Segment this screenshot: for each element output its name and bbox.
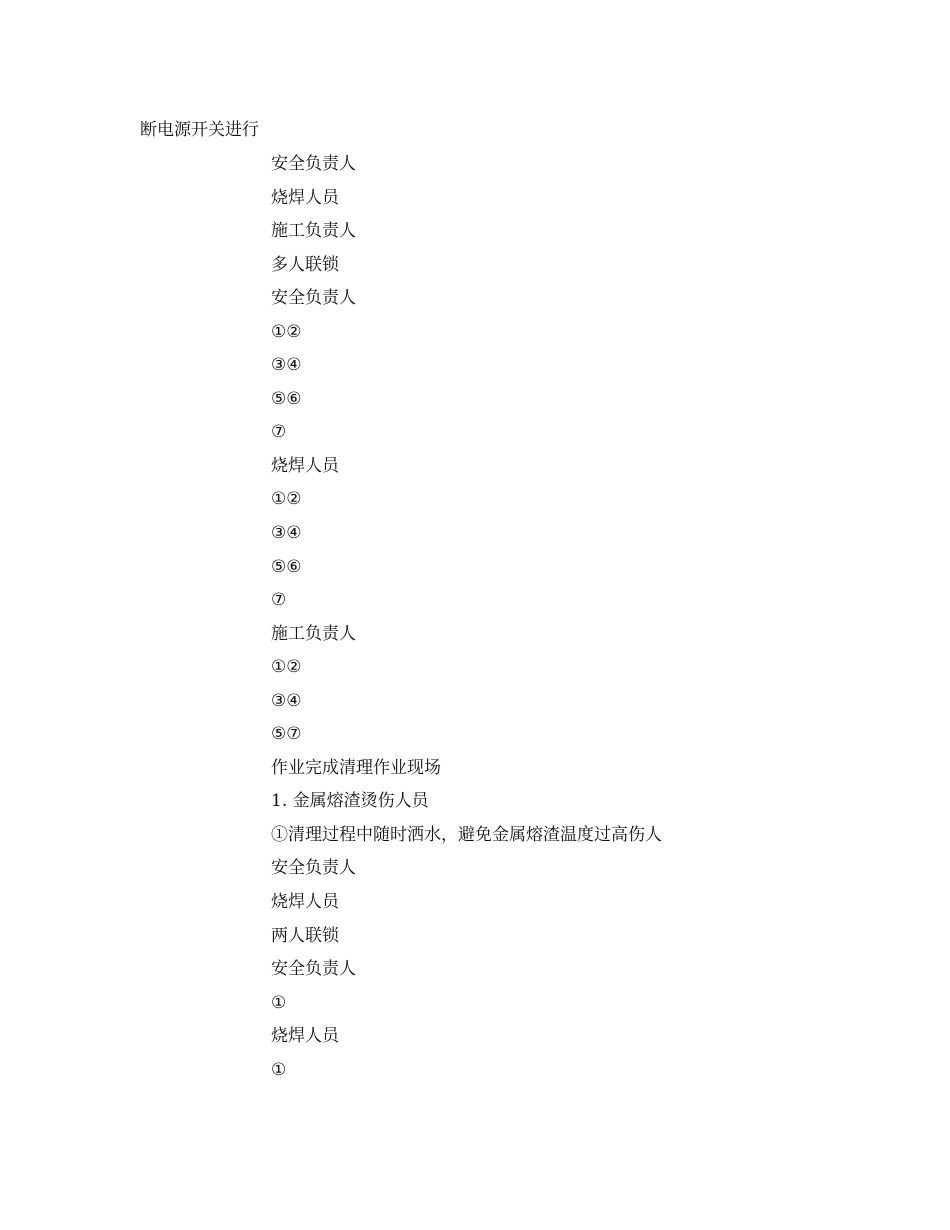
text-line: ① [271, 1059, 287, 1080]
text-line: ③④ [271, 690, 302, 711]
text-line: ⑦ [271, 422, 287, 443]
text-line: 烧焊人员 [271, 892, 339, 913]
text-line: ⑤⑥ [271, 556, 302, 577]
text-line: 两人联锁 [271, 925, 339, 946]
text-line: 多人联锁 [271, 254, 339, 275]
text-line: ⑤⑥ [271, 388, 302, 409]
text-line: ③④ [271, 355, 302, 376]
text-line: 烧焊人员 [271, 187, 339, 208]
text-line: 施工负责人 [271, 221, 356, 242]
text-line: ① [271, 992, 287, 1013]
text-line: 施工负责人 [271, 623, 356, 644]
text-line: 安全负责人 [271, 154, 356, 174]
text-line: 烧焊人员 [271, 455, 339, 476]
text-line: ⑦ [271, 590, 287, 611]
text-line: 作业完成清理作业现场 [271, 757, 441, 778]
text-line: 1. 金属熔渣烫伤人员 [271, 791, 429, 812]
text-line: ⑤⑦ [271, 724, 302, 745]
text-line: ③④ [271, 523, 302, 544]
text-line: 烧焊人员 [271, 1026, 339, 1047]
text-line: ①② [271, 321, 302, 342]
text-line: ①② [271, 489, 302, 510]
text-line: 安全负责人 [271, 288, 356, 309]
text-line: ①② [271, 657, 302, 678]
section-heading: 断电源开关进行 [140, 120, 259, 140]
content-lines [271, 152, 662, 1091]
text-line: 安全负责人 [271, 858, 356, 879]
text-line: 安全负责人 [271, 959, 356, 980]
text-line: ①清理过程中随时洒水，避免金属熔渣温度过高伤人 [271, 824, 662, 845]
